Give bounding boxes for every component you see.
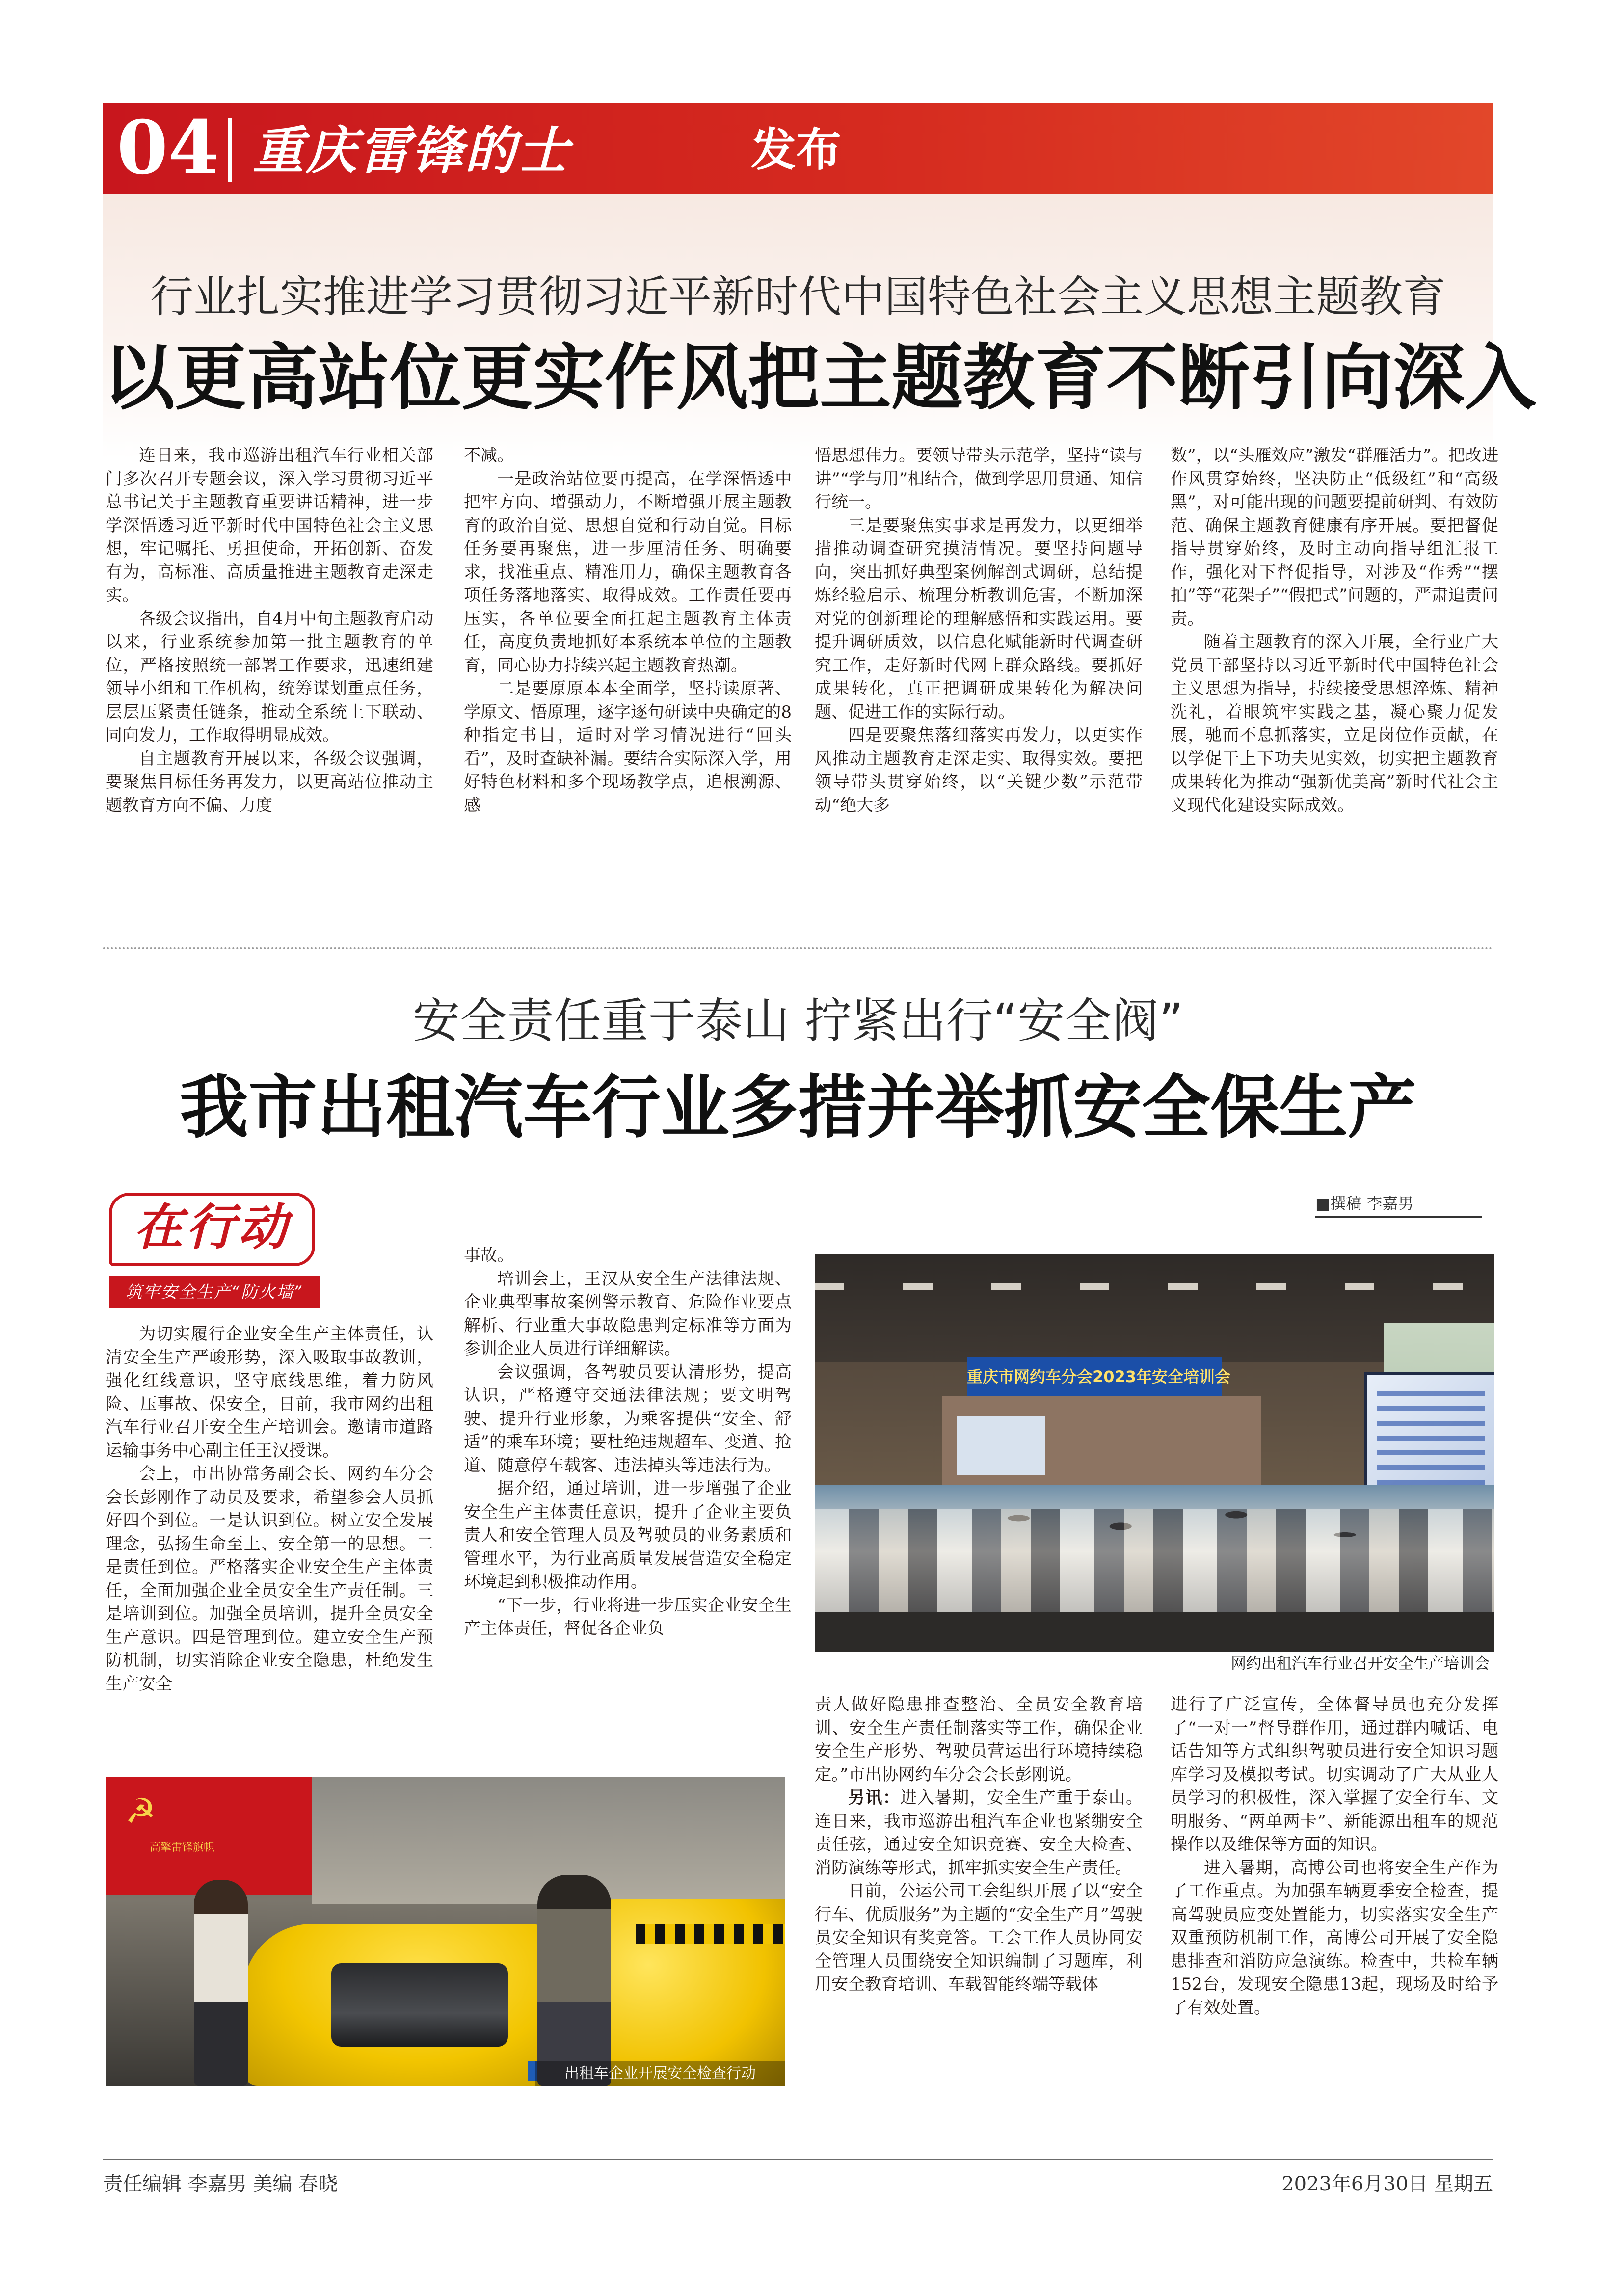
paragraph: 一是政治站位要再提高，在学深悟透中把牢方向、增强动力，不断增强开展主题教育的政治自觉、思想自觉和行动自觉。目标任务要再聚焦，进一步厘清任务、明确要求，找准重点、精准用力，确保主题教育各项任务落地落实、取得成效。工作责任要再压实，各单位要全面扛起主题教育主体责任，高度负责地抓好本系统本单位的主题教育，同心协力持续兴起主题教育热潮。	[464, 469, 792, 675]
badge-title: 在行动	[134, 1198, 290, 1256]
paragraph: 为切实履行企业安全生产主体责任，认清安全生产严峻形势，深入吸取事故教训，强化红线意识，坚守底线思维，着力防风险、压事故、保安全，日前，我市网约出租汽车行业召开安全生产培训会。邀请市道路运输事务中心副主任王汉授课。	[106, 1324, 433, 1461]
paragraph: 事故。	[464, 1246, 514, 1265]
meeting-banner: 重庆市网约车分会2023年安全培训会	[967, 1357, 1222, 1396]
inspector-person	[194, 1880, 248, 2086]
article-divider	[103, 947, 1493, 949]
paragraph: 随着主题教育的深入开展，全行业广大党员干部坚持以习近平新时代中国特色社会主义思想为指导，持续接受思想淬炼、精神洗礼，着眼筑牢实践之基，凝心聚力促发展，驰而不息抓落实，立足岗位作贡献，在以学促干上下功夫见实效，切实把主题教育成果转化为推动“强新优美高”新时代社会主义现代化建设实际成效。	[1171, 632, 1498, 815]
badge-ribbon: 筑牢安全生产“防火墙”	[109, 1276, 320, 1308]
paragraph: 日前，公运公司工会组织开展了以“安全行车、优质服务”为主题的“安全生产月”驾驶员安全知识有奖竞答。工会工作人员协同安全管理人员围绕安全知识编制了习题库，利用安全教育培训、车载智能终端等载体	[815, 1881, 1143, 1994]
article2-column-3	[815, 1693, 1143, 2037]
paper-name-logo: 重庆雷锋的士	[253, 120, 571, 181]
article2-column-2	[464, 1244, 792, 1760]
paragraph: 进行了广泛宣传，全体督导员也充分发挥了“一对一”督导群作用，通过群内喊话、电话告知等方式组织驾驶员进行安全知识习题库学习及模拟考试。切实调动了广大从业人员学习的积极性，深入掌握了安全行车、文明服务、“两单两卡”、新能源出租车的规范操作以及维保等方面的知识。	[1171, 1695, 1498, 1854]
article1-column-4	[1171, 444, 1498, 896]
photo-lights	[815, 1283, 1494, 1290]
article1-subtitle: 行业扎实推进学习贯彻习近平新时代中国特色社会主义思想主题教育	[150, 271, 1446, 322]
paragraph: 不减。	[464, 446, 514, 465]
article2-column-4	[1171, 1693, 1498, 2037]
paragraph: 二是要原原本本全面学，坚持读原著、学原文、悟原理，逐字逐句研读中央确定的8种指定书目，适时对学习情况进行“回头看”，及时查缺补漏。要结合实际深入学，用好特色材料和多个现场教学点，追根溯源、感	[464, 679, 792, 815]
article2-column-1	[106, 1323, 433, 1762]
section-name: 发布	[751, 124, 842, 176]
photo1-caption: 网约出租汽车行业召开安全生产培训会	[1231, 1655, 1490, 1673]
paragraph: 据介绍，通过培训，进一步增强了企业安全生产主体责任意识，提升了企业主要负责人和安全管理人员及驾驶员的业务素质和管理水平，为行业高质量发展营造安全稳定环境起到积极推动作用。	[464, 1479, 792, 1592]
paragraph: 数”，以“头雁效应”激发“群雁活力”。把改进作风贯穿始终，坚决防止“低级红”和“高级黑”，对可能出现的问题要提前研判、有效防范、确保主题教育健康有序开展。要把督促指导贯穿始终，及时主动向指导组汇报工作，强化对下督促指导，对涉及“作秀”“摆拍”等“花架子”“假把式”问题的，严肃追责问责。	[1171, 446, 1498, 629]
paragraph: 培训会上，王汉从安全生产法律法规、企业典型事故案例警示教育、危险作业要点解析、行业重大事故隐患判定标准等方面为参训企业人员进行详细解读。	[464, 1269, 792, 1359]
lead-label: 另讯：	[848, 1788, 901, 1808]
article1-title: 以更高站位更实作风把主题教育不断引向深入	[103, 336, 1536, 420]
paragraph: 三是要聚焦实事求是再发力，以更细举措推动调查研究摸清情况。要坚持问题导向，突出抓好典型案例解剖式调研，总结提炼经验启示、梳理分析教训危害，不断加深对党的创新理论的理解感悟和实践运用。要提升调研质效，以信息化赋能新时代调查研究工作，走好新时代网上群众路线。要抓好成果转化，真正把调研成果转化为解决问题、促进工作的实际行动。	[815, 515, 1143, 722]
paragraph: 四是要聚焦落细落实再发力，以更实作风推动主题教育走深走实、取得实效。要把领导带头贯穿始终，以“关键少数”示范带动“绝大多	[815, 725, 1143, 815]
article1-column-2	[464, 444, 792, 896]
column-badge	[109, 1193, 320, 1313]
paragraph-text: 进入暑期，安全生产重于泰山。连日来，我市巡游出租汽车企业也紧绷安全责任弦，通过安全知识竞赛、安全大检查、消防演练等形式，抓牢抓实安全生产责任。	[815, 1788, 1143, 1878]
party-emblem-icon: ☭	[125, 1791, 156, 1831]
footer-editors: 责任编辑 李嘉男 美编 春晓	[103, 2173, 338, 2195]
party-banner	[106, 1777, 312, 1895]
paragraph: “下一步，行业将进一步压实企业安全生产主体责任，督促各企业负	[464, 1595, 792, 1638]
footer-rule	[103, 2159, 1493, 2160]
footer-date: 2023年6月30日 星期五	[1281, 2173, 1493, 2195]
training-meeting-photo	[815, 1254, 1494, 1652]
taxi-inspection-photo	[106, 1777, 785, 2086]
byline: ■撰稿 李嘉男	[1315, 1193, 1482, 1218]
paragraph: 连日来，我市巡游出租汽车行业相关部门多次召开专题会议，深入学习贯彻习近平总书记关于主题教育重要讲话精神，进一步学深悟透习近平新时代中国特色社会主义思想，牢记嘱托、勇担使命，开拓创新、奋发有为，高标准、高质量推进主题教育走深走实。	[106, 446, 433, 605]
article2-title: 我市出租汽车行业多措并举抓安全保生产	[179, 1068, 1416, 1148]
paragraph: 责人做好隐患排查整治、全员安全教育培训、安全生产责任制落实等工作，确保企业安全生产形势、驾驶员营运出行环境持续稳定。”市出协网约车分会会长彭刚说。	[815, 1695, 1143, 1785]
photo-tables	[815, 1612, 1494, 1652]
header-divider	[228, 118, 232, 182]
paragraph	[815, 1787, 1143, 1880]
paragraph: 悟思想伟力。要领导带头示范学，坚持“读与讲”“学与用”相结合，做到学思用贯通、知信行统一。	[815, 446, 1143, 512]
paragraph: 进入暑期，高博公司也将安全生产作为了工作重点。为加强车辆夏季安全检查，提高驾驶员应变处置能力，切实落实安全生产双重预防机制工作，高博公司开展了安全隐患排查和消防应急演练。检查中，共检车辆152台，发现安全隐患13起，现场及时给予了有效处置。	[1171, 1858, 1498, 2018]
article2-subtitle: 安全责任重于泰山 拧紧出行“安全阀”	[413, 993, 1183, 1048]
article1-column-3	[815, 444, 1143, 896]
paragraph: 会上，市出协常务副会长、网约车分会会长彭刚作了动员及要求，希望参会人员抓好四个到位。一是认识到位。树立安全发展理念，弘扬生命至上、安全第一的思想。二是责任到位。严格落实企业安全生产主体责任，全面加强企业全员安全生产责任制。三是培训到位。加强全员培训，提升全员安全生产意识。四是管理到位。建立安全生产预防机制，切实消除企业安全隐患，杜绝发生生产安全	[106, 1464, 433, 1694]
party-banner-text: 高擎雷锋旗帜	[150, 1842, 215, 1854]
mechanic-person	[537, 1875, 611, 2086]
photo-screen-left	[957, 1416, 1045, 1475]
page-number: 04	[117, 105, 219, 191]
paragraph: 各级会议指出，自4月中旬主题教育启动以来，行业系统参加第一批主题教育的单位，严格按照统一部署工作要求，迅速组建领导小组和工作机构，统筹谋划重点任务，层层压紧责任链条，推动全系统上下联动、同向发力，工作取得明显成效。	[106, 609, 433, 745]
article1-column-1	[106, 444, 433, 896]
paragraph: 会议强调，各驾驶员要认清形势，提高认识，严格遵守交通法律法规；要文明驾驶、提升行业形象，为乘客提供“安全、舒适”的乘车环境；要杜绝违规超车、变道、抢道、随意停车载客、违法掉头等违法行为。	[464, 1362, 792, 1475]
taxi-engine-bay	[331, 1963, 508, 2047]
paragraph: 自主题教育开展以来，各级会议强调，要聚焦目标任务再发力，以更高站位推动主题教育方向不偏、力度	[106, 748, 433, 815]
photo2-caption: 出租车企业开展安全检查行动	[535, 2061, 785, 2086]
taxi-checker-stripe	[636, 1924, 785, 1944]
